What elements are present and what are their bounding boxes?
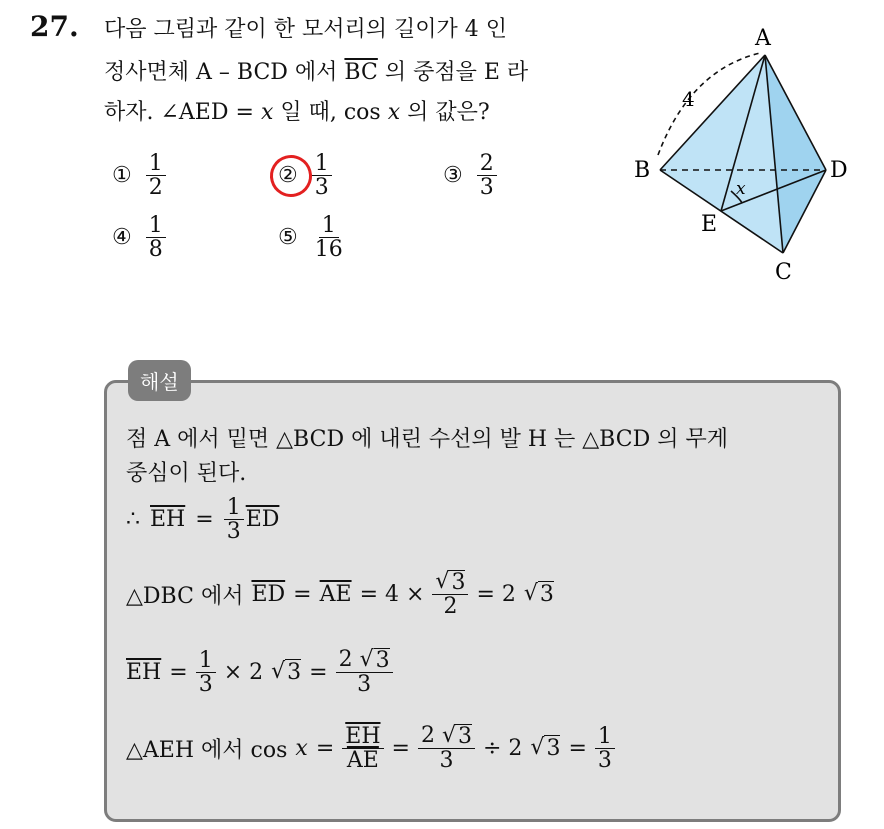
label-b: B (634, 158, 651, 183)
sqrt-icon: √ 3 (359, 647, 390, 673)
question-line-3-post: 의 값은? (400, 100, 490, 125)
triangle-aeh-cos: △AEH 에서 cos (126, 737, 288, 763)
radicand: 3 (457, 724, 472, 749)
equals: = (293, 581, 312, 607)
numerator: 1 (146, 214, 166, 238)
var-x-2: x (387, 100, 401, 125)
denominator: 8 (148, 237, 163, 263)
label-c: C (775, 260, 792, 285)
solution-line-6 (126, 724, 615, 772)
denominator: 3 (198, 671, 213, 697)
choice-5-fraction (312, 214, 346, 261)
fraction-root3-over-2 (432, 570, 468, 618)
choice-4-fraction (146, 214, 166, 261)
coefficient: 2 (338, 647, 353, 672)
coefficient: 2 (420, 723, 435, 748)
sqrt-icon: √ 3 (435, 569, 466, 595)
segment-eh: $\overline{EH}$ (126, 659, 162, 685)
equals-two: = 2 (476, 581, 516, 607)
numerator: 2 (477, 152, 497, 176)
label-d: D (830, 158, 848, 183)
denominator: 3 (314, 175, 329, 201)
question-line-2 (104, 55, 528, 86)
equals: = (169, 659, 188, 685)
numerator: 1 (595, 725, 615, 749)
choice-2-fraction (312, 152, 332, 199)
choice-2-mark (278, 163, 298, 188)
fraction-2root3-over-3 (336, 648, 393, 696)
tetrahedron-figure (620, 15, 870, 290)
choice-5[interactable] (278, 214, 346, 261)
label-edge-length: 4 (682, 87, 695, 111)
choice-3-fraction (477, 152, 497, 199)
question-line-2-pre: 정사면체 A – BCD 에서 (104, 60, 345, 85)
segment-ed: $\overline{ED}$ (251, 581, 286, 607)
choice-1[interactable] (112, 152, 166, 199)
numerator: 1 (312, 152, 332, 176)
denominator: 3 (597, 747, 612, 773)
denominator: 2 (443, 594, 458, 620)
radicand: 3 (451, 570, 466, 595)
numerator: 1 (224, 496, 244, 520)
fraction-2root3-over-3 (418, 724, 475, 772)
selected-ring-icon (265, 150, 316, 201)
var-x: x (260, 100, 274, 125)
equals: = (568, 735, 587, 761)
divide-two: ÷ 2 (482, 735, 523, 761)
solution-tag: 해설 (128, 360, 191, 401)
choice-5-mark: ⑤ (278, 225, 298, 251)
segment-ae: $\overline{AE}$ (319, 581, 352, 607)
choice-3-mark: ③ (443, 163, 463, 189)
label-e: E (701, 212, 718, 237)
segment-eh: $\overline{EH}$ (150, 507, 186, 533)
question-line-3 (104, 95, 490, 126)
choice-4[interactable] (112, 214, 166, 261)
denominator: 2 (148, 175, 163, 201)
denominator: 3 (439, 748, 454, 774)
radicand: 3 (287, 660, 302, 686)
solution-line-3 (126, 496, 279, 543)
equals: = (315, 735, 335, 761)
question-line-3-mid: 일 때, cos (273, 100, 388, 125)
choice-1-fraction (146, 152, 166, 199)
choice-2-mark-text: ② (278, 163, 298, 189)
denominator: 3 (226, 519, 241, 545)
solution-line-1: 점 A 에서 밑면 △BCD 에 내린 수선의 발 H 는 △BCD 의 무게 (126, 427, 728, 452)
choice-2[interactable] (278, 152, 332, 199)
segment-ae: AE (346, 747, 379, 773)
therefore-symbol: ∴ (126, 507, 140, 533)
radicand: 3 (546, 736, 561, 762)
question-line-1: 다음 그림과 같이 한 모서리의 길이가 4 인 (104, 17, 507, 42)
segment-bc: $\overline{BC}$ (344, 60, 378, 85)
numerator: 1 (196, 649, 216, 673)
times-four: = 4 × (359, 581, 425, 607)
question-line-2-post: 의 중점을 E 라 (377, 60, 529, 85)
label-angle-x: x (736, 179, 746, 199)
equals: = (391, 735, 410, 761)
radicand: 3 (539, 582, 554, 608)
segment-eh: $\overline{EH}$ (342, 725, 383, 749)
solution-line-4 (126, 570, 554, 618)
sqrt-icon: √ 3 (530, 735, 561, 762)
segment-ed: $\overline{ED}$ (245, 507, 280, 533)
solution-line-2: 중심이 된다. (126, 461, 247, 486)
question-line-3-pre: 하자. ∠AED = (104, 100, 261, 125)
choice-3[interactable] (443, 152, 497, 199)
equals: = (195, 507, 214, 533)
var-x: x (295, 735, 308, 761)
label-a: A (755, 26, 771, 51)
fraction-one-third (224, 496, 244, 543)
denominator: 3 (357, 672, 372, 698)
sqrt-icon: √ 3 (271, 659, 302, 686)
numerator: 1 (146, 152, 166, 176)
choice-4-mark: ④ (112, 225, 132, 251)
sqrt-icon: √ 3 (523, 581, 554, 608)
fraction-eh-over-ae (342, 725, 383, 772)
times-two: × 2 (223, 659, 264, 685)
triangle-dbc-text: △DBC 에서 (126, 583, 244, 609)
fraction-one-third (196, 649, 216, 696)
sqrt-icon: √ 3 (441, 723, 472, 749)
face-abc (660, 55, 783, 253)
radicand: 3 (375, 648, 390, 673)
choice-1-mark: ① (112, 163, 132, 189)
denominator: 16 (314, 237, 343, 263)
numerator: 1 (319, 214, 339, 238)
denominator: 3 (479, 175, 494, 201)
solution-line-5 (126, 648, 393, 696)
question-number: 27. (30, 10, 79, 43)
equals: = (309, 659, 328, 685)
fraction-result (595, 725, 615, 772)
